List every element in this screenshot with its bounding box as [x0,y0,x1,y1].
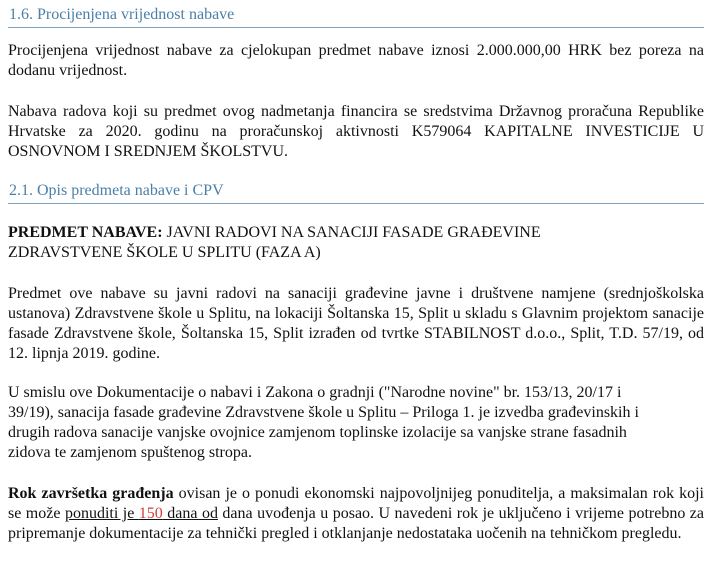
paragraph-financing: Nabava radova koji su predmet ovog nadmetanja financira se sredstvima Državnog proračuna Republike Hrvatske za 2020. godinu na proračunskoj aktivnosti K579064 KAPITALNE INVESTICIJE U OSNOVNOM I SREDNJEM ŠKOLSTVU. [8,103,704,160]
deadline-underlined-start: ponuditi je [64,505,139,522]
deadline-label: Rok završetka građenja [8,485,174,502]
section-heading-estimated-value: 1.6. Procijenjena vrijednost nabave [8,0,704,28]
subject-text: JAVNI RADOVI NA SANACIJI FASADE GRAĐEVINE ZDRAVSTVENE ŠKOLE U SPLITU (FAZA A) [8,224,541,261]
subject-label: PREDMET NABAVE: [8,224,163,241]
paragraph-subject [8,223,608,263]
deadline-text-after: dana uvođenja u posao. U navedeni rok je uključeno i vrijeme potrebno za pripremanje dokumentacije za tehnički pregled i otklanjanje nedostataka uočenih na tehničkom pregledu. [8,505,705,542]
paragraph-deadline [8,484,704,544]
paragraph-description: Predmet ove nabave su javni radovi na sanaciji građevine javne i društvene namjene (srednjoškolska ustanova) Zdravstvene škole u Splitu, na lokaciji Šoltanska 15, Split u skladu s Glavnim projektom sanacije fasade Zdravstvene škole, Šoltanska 15, Split izrađen od tvrtke STABILNOST d.o.o., Split, T.D. 57/19, od 12. lipnja 2019. godine. [8,285,704,362]
paragraph-scope: U smislu ove Dokumentacije o nabavi i Zakona o gradnji ("Narodne novine" br. 153/13, 20/17 i 39/19), sanacija fasade građevine Zdravstvene škole u Splitu – Priloga 1. je izvedba građevinskih i drugih radova sanacije vanjske ovojnice zamjenom toplinske izolacije sa vanjske strane fasadnih zidova te zamjenom spuštenog stropa. [8,384,639,461]
paragraph-estimated-value: Procijenjena vrijednost nabave za cjelokupan predmet nabave iznosi 2.000.000,00 HRK bez poreza na dodanu vrijednost. [8,42,704,79]
deadline-days-highlight: 150 [138,505,163,522]
deadline-underlined [65,505,218,522]
section-heading-subject-description: 2.1. Opis predmeta nabave i CPV [8,176,704,204]
deadline-text-before: ovisan je o ponudi ekonomski najpovoljnijeg ponuditelja, a maksimalan rok koji se može [8,485,704,522]
deadline-underlined-end: dana od [162,505,218,522]
